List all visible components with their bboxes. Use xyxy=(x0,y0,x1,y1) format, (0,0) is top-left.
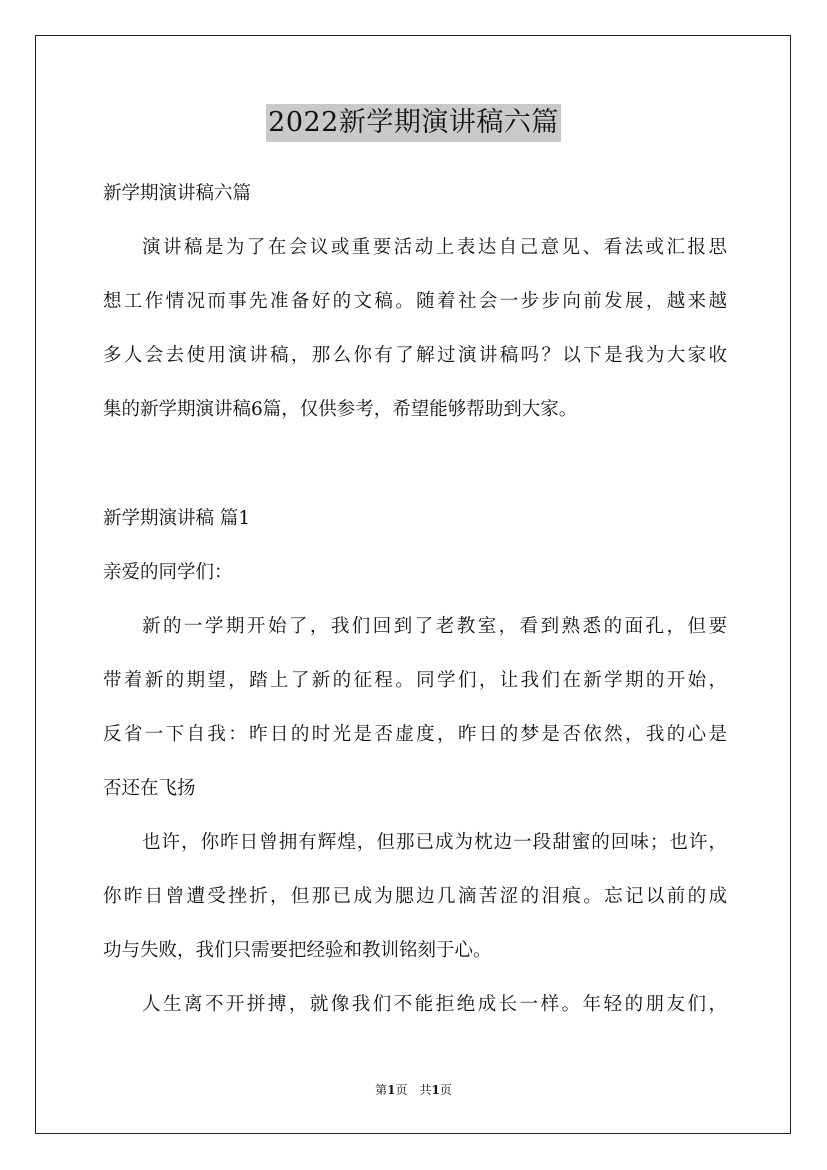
footer-page-total: 1 xyxy=(431,1083,440,1097)
para1-line-4: 否还在飞扬 xyxy=(103,778,196,799)
footer-text-mid: 页 共 xyxy=(395,1083,432,1097)
document-subtitle: 新学期演讲稿六篇 xyxy=(103,183,252,204)
intro-line-1: 演讲稿是为了在会议或重要活动上表达自己意见、看法或汇报思 xyxy=(142,237,727,258)
footer-text-post: 页 xyxy=(439,1083,452,1097)
para1-line-1: 新的一学期开始了，我们回到了老教室，看到熟悉的面孔，但要 xyxy=(142,616,727,637)
footer-page-current: 1 xyxy=(387,1083,396,1097)
para2-line-2: 你昨日曾遭受挫折，但那已成为腮边几滴苦涩的泪痕。忘记以前的成 xyxy=(103,886,727,907)
footer-text-pre: 第 xyxy=(375,1083,388,1097)
intro-line-3: 多人会去使用演讲稿，那么你有了解过演讲稿吗？以下是我为大家收 xyxy=(103,345,727,366)
para1-line-3: 反省一下自我：昨日的时光是否虚度，昨日的梦是否依然，我的心是 xyxy=(103,724,727,745)
salutation: 亲爱的同学们： xyxy=(103,562,233,583)
intro-line-4: 集的新学期演讲稿6篇，仅供参考，希望能够帮助到大家。 xyxy=(103,399,578,420)
para3-line-1: 人生离不开拼搏，就像我们不能拒绝成长一样。年轻的朋友们， xyxy=(142,994,727,1015)
page-footer xyxy=(0,1080,827,1100)
intro-line-2: 想工作情况而事先准备好的文稿。随着社会一步步向前发展，越来越 xyxy=(103,291,727,312)
para2-line-3: 功与失败，我们只需要把经验和教训铭刻于心。 xyxy=(103,940,492,961)
title-container xyxy=(0,104,827,142)
document-title: 2022新学期演讲稿六篇 xyxy=(266,104,561,142)
section-heading: 新学期演讲稿 篇1 xyxy=(103,508,251,529)
para1-line-2: 带着新的期望，踏上了新的征程。同学们，让我们在新学期的开始， xyxy=(103,670,727,691)
para2-line-1: 也许，你昨日曾拥有辉煌，但那已成为枕边一段甜蜜的回味；也许， xyxy=(142,832,727,853)
